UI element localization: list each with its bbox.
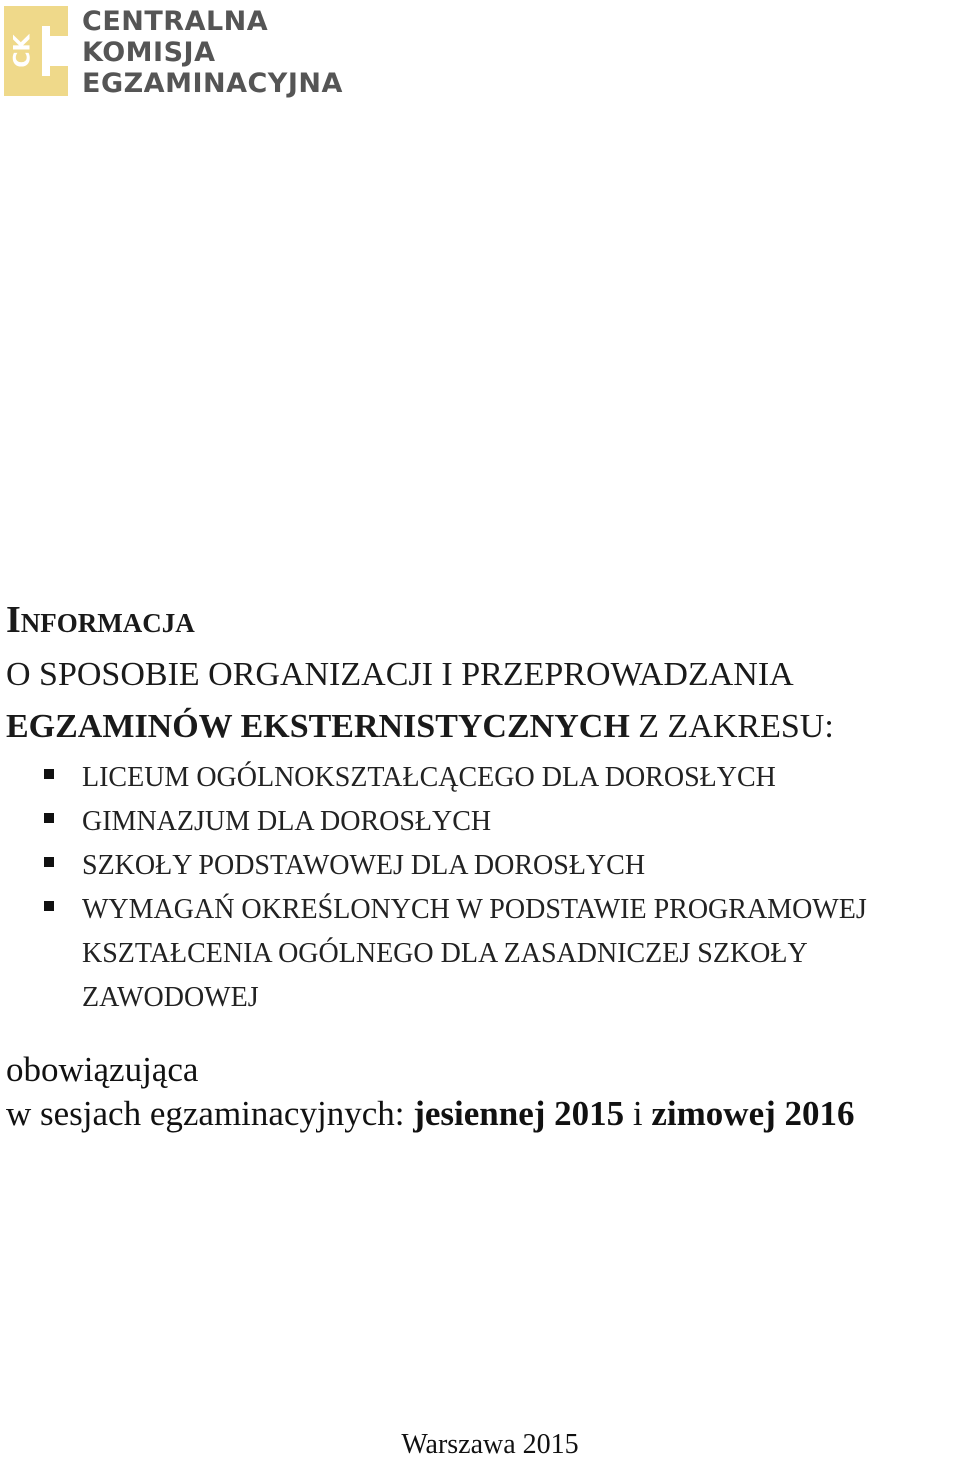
logo-wordmark bbox=[82, 6, 343, 99]
document-subtitle-line-2 bbox=[6, 706, 834, 748]
scope-item bbox=[0, 800, 960, 844]
scope-item bbox=[0, 844, 960, 888]
scope-item bbox=[0, 756, 960, 800]
square-bullet-icon bbox=[44, 769, 54, 779]
subtitle-emphasis: EGZAMINÓW EKSTERNISTYCZNYCH bbox=[6, 708, 630, 745]
session-winter: zimowej 2016 bbox=[651, 1094, 855, 1133]
validity-label: obowiązująca bbox=[6, 1050, 199, 1089]
square-bullet-icon bbox=[44, 901, 54, 911]
document-subtitle-line-1: O SPOSOBIE ORGANIZACJI I PRZEPROWADZANIA bbox=[6, 656, 794, 693]
sessions-connector: i bbox=[624, 1094, 652, 1133]
logo-line-1: CENTRALNA bbox=[82, 6, 269, 37]
exam-sessions bbox=[6, 1092, 855, 1136]
scope-item-text: ZAWODOWEJ bbox=[82, 982, 259, 1013]
scope-list bbox=[0, 756, 960, 1020]
scope-item-text: WYMAGAŃ OKREŚLONYCH W PODSTAWIE PROGRAMOWEJ bbox=[82, 894, 867, 925]
square-bullet-icon bbox=[44, 813, 54, 823]
scope-item-text: SZKOŁY PODSTAWOWEJ DLA DOROSŁYCH bbox=[82, 850, 646, 881]
cke-logo-mark bbox=[4, 6, 68, 96]
logo-mark-letters: CK bbox=[10, 34, 36, 68]
scope-item-text: GIMNAZJUM DLA DOROSŁYCH bbox=[82, 806, 492, 837]
scope-item-text: KSZTAŁCENIA OGÓLNEGO DLA ZASADNICZEJ SZKOŁY bbox=[82, 938, 808, 969]
logo-line-3: EGZAMINACYJNA bbox=[82, 68, 343, 99]
document-title: Informacja bbox=[6, 599, 195, 641]
scope-item-text: LICEUM OGÓLNOKSZTAŁCĄCEGO DLA DOROSŁYCH bbox=[82, 762, 776, 793]
scope-item bbox=[0, 888, 960, 1020]
session-autumn: jesiennej 2015 bbox=[413, 1094, 625, 1133]
logo-line-2: KOMISJA bbox=[82, 37, 216, 68]
subtitle-rest: Z ZAKRESU: bbox=[629, 708, 834, 745]
place-and-year: Warszawa 2015 bbox=[401, 1429, 579, 1460]
sessions-prefix: w sesjach egzaminacyjnych: bbox=[6, 1094, 414, 1133]
cke-logo bbox=[4, 6, 349, 98]
square-bullet-icon bbox=[44, 857, 54, 867]
